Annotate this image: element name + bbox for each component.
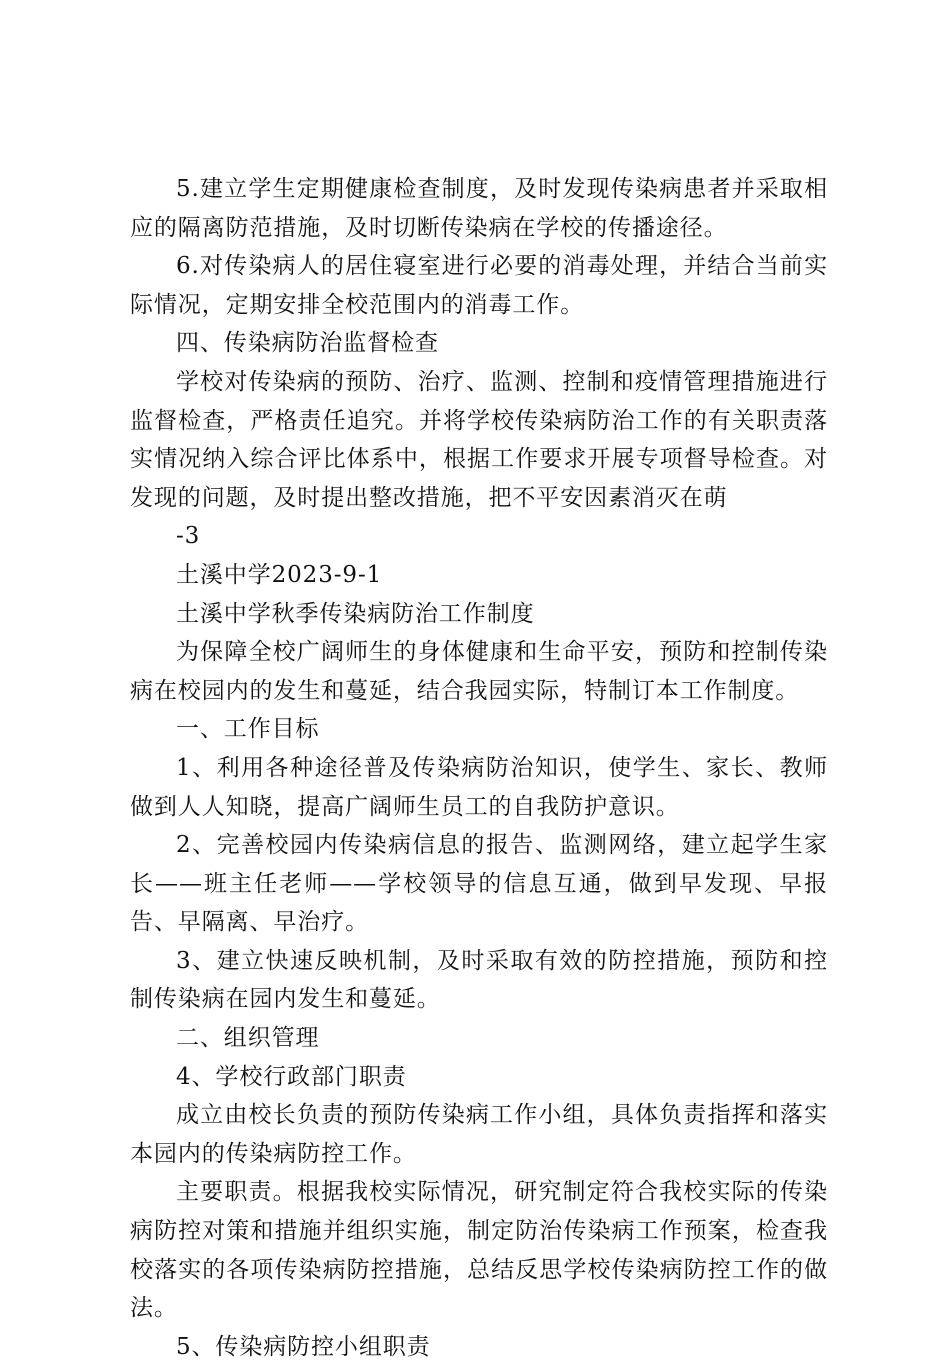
section-heading-supervision: 四、传染病防治监督检查	[176, 330, 439, 357]
document-body	[130, 170, 828, 1366]
document-title: 土溪中学秋季传染病防治工作制度	[176, 600, 535, 627]
section-heading-organization: 二、组织管理	[176, 1025, 320, 1052]
paragraph-working-group: 成立由校长负责的预防传染病工作小组，具体负责指挥和落实本园内的传染病防控工作。	[130, 1102, 828, 1167]
paragraph-main-duties: 主要职责。根据我校实际情况，研究制定符合我校实际的传染病防控对策和措施并组织实施，制定防治传染病工作预案，检查我校落实的各项传染病防控措施，总结反思学校传染病防控工作的做法。	[130, 1179, 828, 1322]
paragraph-health-check: 5.建立学生定期健康检查制度，及时发现传染病患者并采取相应的隔离防范措施，及时切断传染病在学校的传播途径。	[130, 176, 828, 241]
subheading-admin-duties: 4、学校行政部门职责	[176, 1063, 407, 1090]
section-heading-goals: 一、工作目标	[176, 716, 320, 743]
paragraph-goal-2: 2、完善校园内传染病信息的报告、监测网络，建立起学生家长——班主任老师——学校领导的信息互通，做到早发现、早报告、早隔离、早治疗。	[130, 832, 828, 936]
paragraph-goal-1: 1、利用各种途径普及传染病防治知识，使学生、家长、教师做到人人知晓，提高广阔师生员工的自我防护意识。	[130, 754, 828, 820]
subheading-group-duties: 5、传染病防控小组职责	[176, 1333, 431, 1360]
page-number: -3	[176, 523, 201, 550]
paragraph-supervision: 学校对传染病的预防、治疗、监测、控制和疫情管理措施进行监督检查，严格责任追究。并将学校传染病防治工作的有关职责落实情况纳入综合评比体系中，根据工作要求开展专项督导检查。对发现的问题，及时提出整改措施，把不平安因素消灭在萌	[130, 368, 828, 511]
signature-date: 土溪中学2023-9-1	[176, 561, 383, 588]
paragraph-purpose: 为保障全校广阔师生的身体健康和生命平安，预防和控制传染病在校园内的发生和蔓延，结合我园实际，特制订本工作制度。	[130, 639, 828, 704]
paragraph-disinfection: 6.对传染病人的居住寝室进行必要的消毒处理，并结合当前实际情况，定期安排全校范围内的消毒工作。	[130, 253, 828, 318]
paragraph-goal-3: 3、建立快速反映机制，及时采取有效的防控措施，预防和控制传染病在园内发生和蔓延。	[130, 947, 828, 1013]
